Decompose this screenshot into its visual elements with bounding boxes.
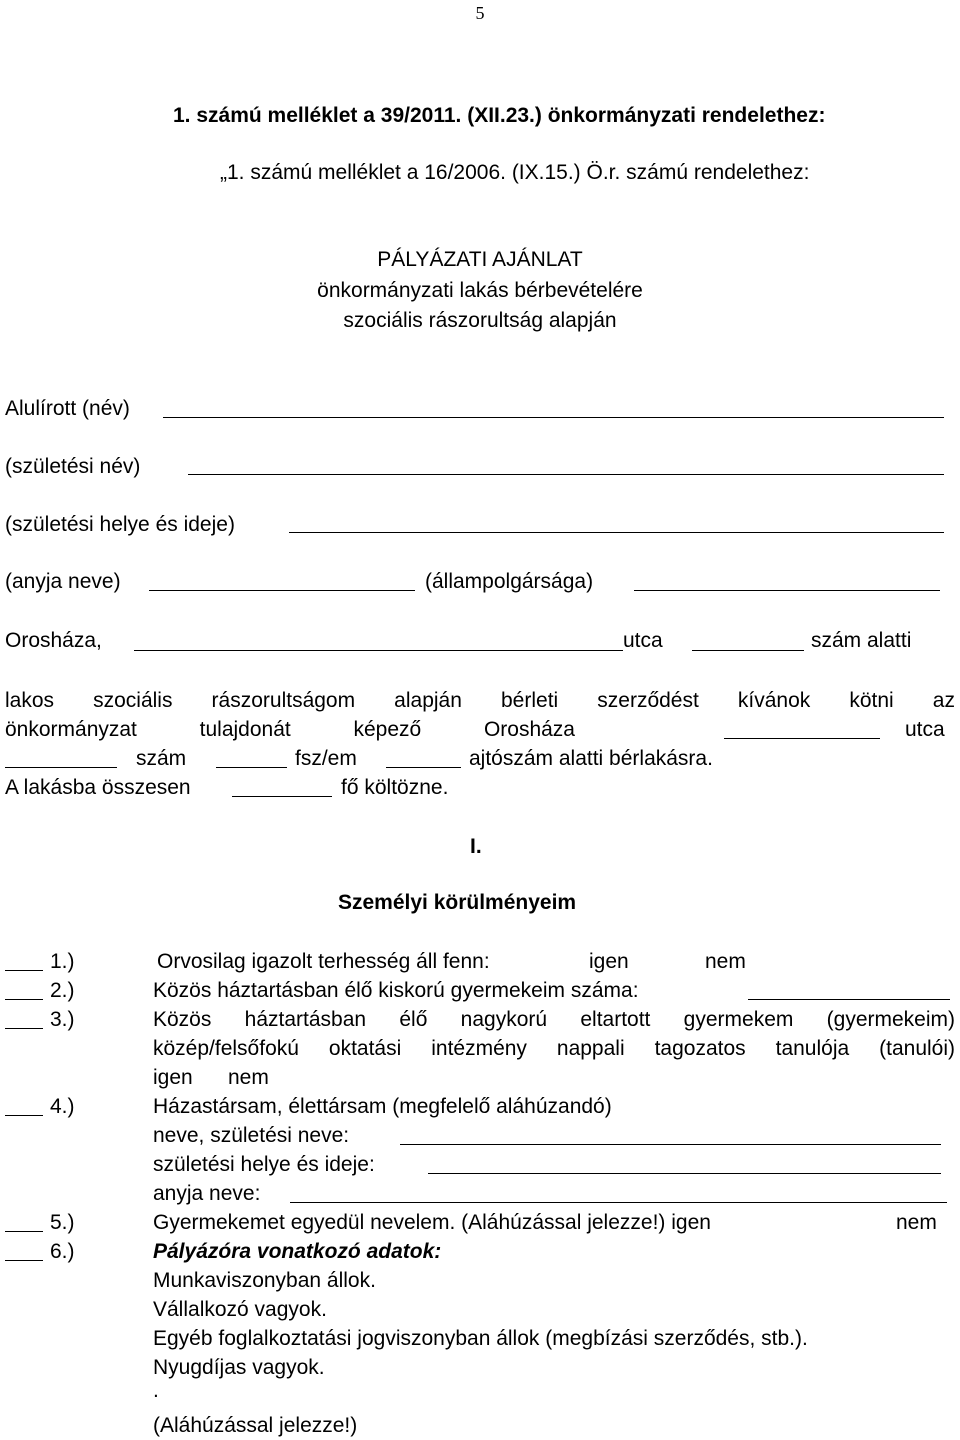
citizenship-field[interactable] bbox=[634, 590, 940, 591]
document-subtitle-2: szociális rászorultság alapján bbox=[343, 309, 617, 332]
street-label: utca bbox=[623, 629, 663, 652]
page-number: 5 bbox=[475, 3, 485, 23]
employment-option-3[interactable]: Egyéb foglalkoztatási jogviszonyban állok (megbízási szerződés, stb.). bbox=[153, 1327, 808, 1350]
employment-option-1[interactable]: Munkaviszonyban állok. bbox=[153, 1269, 376, 1292]
mother-name-field[interactable] bbox=[149, 590, 415, 591]
item-3-no[interactable]: nem bbox=[228, 1066, 269, 1089]
spouse-name-field[interactable] bbox=[400, 1144, 941, 1145]
house-number-field[interactable] bbox=[692, 650, 804, 651]
item-2-number: 2.) bbox=[50, 979, 75, 1002]
number-under-label: szám alatti bbox=[811, 629, 912, 652]
rental-door-field[interactable] bbox=[386, 767, 461, 768]
mother-name-label: (anyja neve) bbox=[5, 570, 121, 593]
paragraph-line-2: önkormányzat tulajdonát képező Orosháza bbox=[5, 718, 575, 741]
street-field[interactable] bbox=[134, 650, 623, 651]
item-5-mark-field[interactable] bbox=[5, 1231, 43, 1232]
item-3-mark-field[interactable] bbox=[5, 1028, 43, 1029]
spouse-birth-label: születési helye és ideje: bbox=[153, 1153, 375, 1176]
item-3-line-1: Közös háztartásban élő nagykorú eltartott gyermekem (gyermekeim) bbox=[153, 1008, 955, 1031]
spouse-mother-label: anyja neve: bbox=[153, 1182, 261, 1205]
item-3-line-2: közép/felsőfokú oktatási intézmény nappali tagozatos tanulója (tanulói) bbox=[153, 1037, 955, 1060]
item-6-mark-field[interactable] bbox=[5, 1260, 43, 1261]
item-1-mark-field[interactable] bbox=[5, 970, 43, 971]
city-label: Orosháza, bbox=[5, 629, 102, 652]
occupants-suffix: fő költözne. bbox=[341, 776, 449, 799]
rental-street-field[interactable] bbox=[724, 738, 880, 739]
occupants-label: A lakásba összesen bbox=[5, 776, 191, 799]
section-title: Személyi körülményeim bbox=[338, 891, 577, 914]
rental-number-field[interactable] bbox=[5, 767, 117, 768]
item-4-number: 4.) bbox=[50, 1095, 75, 1118]
spouse-birth-field[interactable] bbox=[428, 1173, 941, 1174]
header-line-1: 1. számú melléklet a 39/2011. (XII.23.) önkormányzati rendelethez: bbox=[173, 104, 826, 127]
item-4-line-1: Házastársam, élettársam (megfelelő aláhúzandó) bbox=[153, 1095, 612, 1118]
item-1-number: 1.) bbox=[50, 950, 75, 973]
item-4-mark-field[interactable] bbox=[5, 1115, 43, 1116]
item-1-yes[interactable]: igen bbox=[589, 950, 629, 973]
item-5-number: 5.) bbox=[50, 1211, 75, 1234]
birth-name-field[interactable] bbox=[188, 474, 944, 475]
name-field[interactable] bbox=[163, 417, 944, 418]
item-3-number: 3.) bbox=[50, 1008, 75, 1031]
item-5-text: Gyermekemet egyedül nevelem. (Aláhúzással jelezze!) igen bbox=[153, 1211, 711, 1234]
name-label: Alulírott (név) bbox=[5, 397, 130, 420]
item-1-no[interactable]: nem bbox=[705, 950, 746, 973]
birth-place-date-label: (születési helye és ideje) bbox=[5, 513, 235, 536]
document-title: PÁLYÁZATI AJÁNLAT bbox=[377, 248, 583, 271]
employment-option-5: . bbox=[153, 1379, 159, 1402]
rental-floor-label: fsz/em bbox=[295, 747, 357, 770]
section-number: I. bbox=[470, 835, 482, 858]
employment-option-4[interactable]: Nyugdíjas vagyok. bbox=[153, 1356, 325, 1379]
employment-option-2[interactable]: Vállalkozó vagyok. bbox=[153, 1298, 327, 1321]
item-1-text: Orvosilag igazolt terhesség áll fenn: bbox=[157, 950, 490, 973]
spouse-mother-field[interactable] bbox=[290, 1202, 947, 1203]
header-line-2: „1. számú melléklet a 16/2006. (IX.15.) Ö.r. számú rendelethez: bbox=[220, 161, 810, 184]
item-2-field[interactable] bbox=[748, 999, 950, 1000]
spouse-name-label: neve, születési neve: bbox=[153, 1124, 350, 1147]
underline-note: (Aláhúzással jelezze!) bbox=[153, 1414, 358, 1437]
document-subtitle-1: önkormányzati lakás bérbevételére bbox=[317, 279, 643, 302]
rental-door-label: ajtószám alatti bérlakásra. bbox=[469, 747, 713, 770]
item-2-text: Közös háztartásban élő kiskorú gyermekeim száma: bbox=[153, 979, 639, 1002]
rental-number-label: szám bbox=[136, 747, 187, 770]
item-2-mark-field[interactable] bbox=[5, 999, 43, 1000]
birth-place-date-field[interactable] bbox=[289, 532, 944, 533]
birth-name-label: (születési név) bbox=[5, 455, 141, 478]
rental-street-label: utca bbox=[905, 718, 945, 741]
item-6-title: Pályázóra vonatkozó adatok: bbox=[153, 1240, 442, 1263]
citizenship-label: (állampolgársága) bbox=[425, 570, 594, 593]
rental-floor-field[interactable] bbox=[216, 767, 287, 768]
paragraph-line-1: lakos szociális rászorultságom alapján bérleti szerződést kívánok kötni az bbox=[5, 689, 955, 712]
item-6-number: 6.) bbox=[50, 1240, 75, 1263]
item-3-yes[interactable]: igen bbox=[153, 1066, 193, 1089]
occupants-field[interactable] bbox=[232, 796, 332, 797]
item-5-no[interactable]: nem bbox=[896, 1211, 937, 1234]
